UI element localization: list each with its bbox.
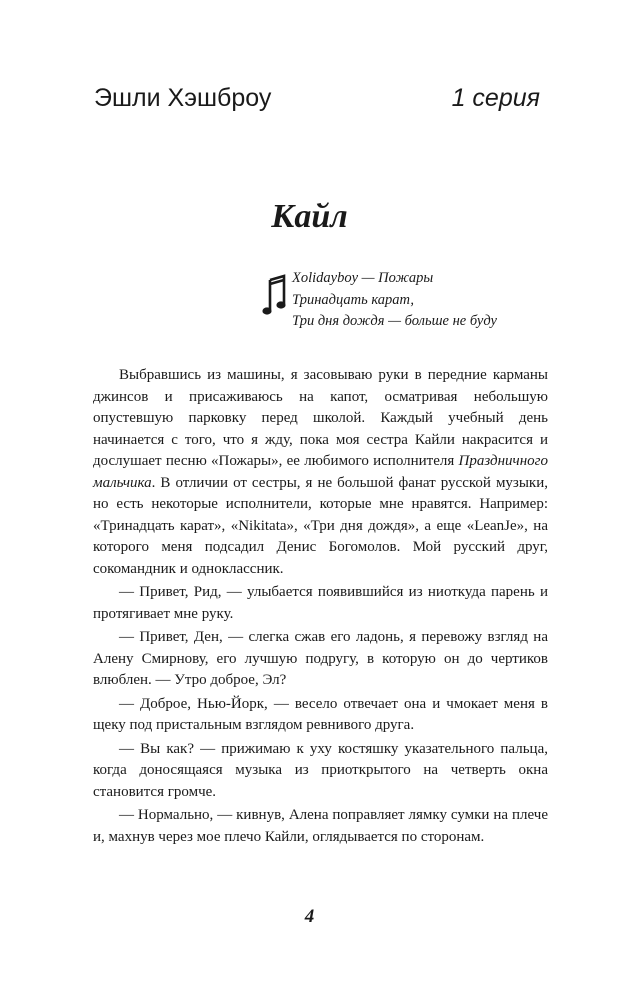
page-number: 4: [304, 906, 315, 927]
paragraph: — Привет, Рид, — улыбается появившийся из ниоткуда парень и протягивает мне руку.: [93, 584, 548, 622]
paragraph: [93, 365, 548, 580]
running-header: [94, 84, 540, 113]
body-text: [93, 365, 548, 850]
paragraph: — Доброе, Нью-Йорк, — весело отвечает она и чмокает меня в щеку под пристальным взглядом ревнивого друга.: [93, 695, 548, 733]
paragraph: — Вы как? — прижимаю к уху костяшку указательного пальца, когда доносящаяся музыка из приоткрытого на четверть окна становится громче.: [93, 740, 548, 800]
epigraph-line: Тринадцать карат,: [292, 291, 414, 308]
epigraph-line: Xolidayboy — Пожары: [292, 270, 434, 286]
series-label: 1 серия: [451, 84, 540, 112]
music-note-icon: [262, 274, 286, 318]
epigraph-line: Три дня дождя — больше не буду: [292, 313, 497, 329]
epigraph: [262, 268, 552, 333]
paragraph-text: . В отличии от сестры, я не большой фанат русской музыки, но есть некоторые исполнители, которые мне нравятся. Например: «Тринадцать карат», «Nikitata», «Три дня дождя», а еще «LeanJe», на которого меня подсадил Денис Богомолов. Мой русский друг, сокомандник и одноклассник.: [93, 474, 548, 577]
paragraph-text: Выбравшись из машины, я засовываю руки в передние карманы джинсов и присаживаюсь на капот, осматривая небольшую опустевшую парковку перед школой. Каждый учебный день начинается с того, что я жду, пока моя сестра Кайли накрасится и дослушает песню «Пожары», ее любимого исполнителя: [93, 367, 548, 469]
chapter-title: Кайл: [271, 198, 348, 235]
paragraph: — Нормально, — кивнув, Алена поправляет лямку сумки на плече и, махнув через мое плечо Кайли, оглядывается по сторонам.: [93, 807, 548, 845]
paragraph: — Привет, Ден, — слегка сжав его ладонь, я перевожу взгляд на Алену Смирнову, его лучшую подругу, в которую он до чертиков влюблен. — Утро доброе, Эл?: [93, 629, 548, 688]
paragraph-italic: Праздничного мальчика: [93, 453, 548, 491]
author-name: Эшли Хэшброу: [94, 84, 272, 112]
